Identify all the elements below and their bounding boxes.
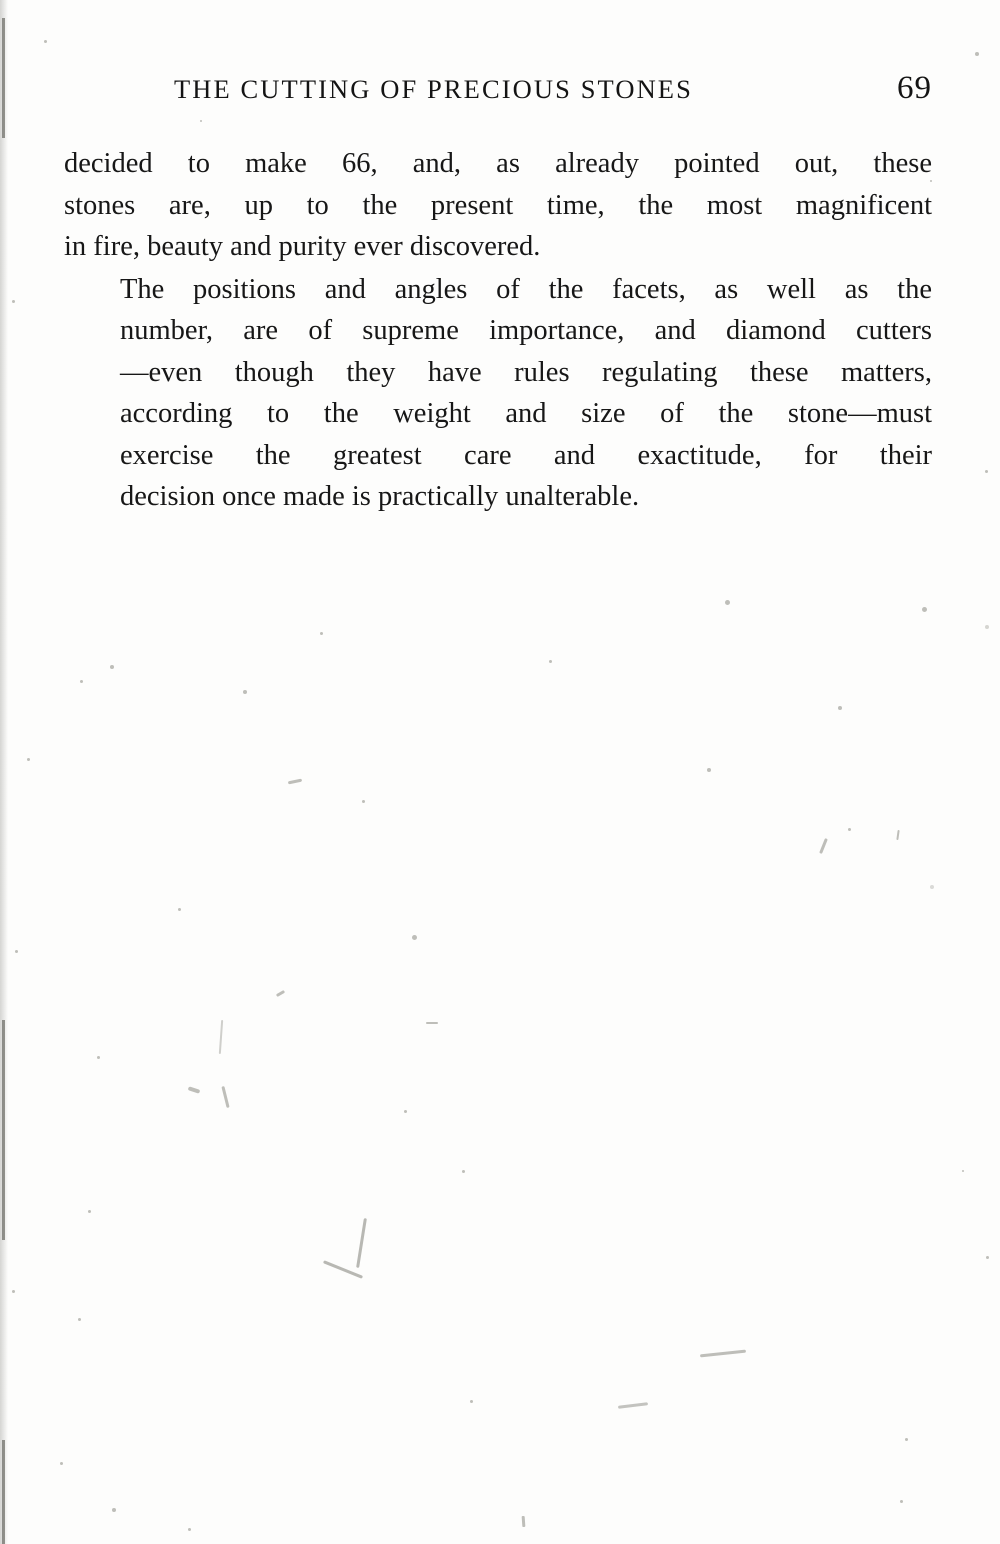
scan-speckle: [838, 706, 842, 710]
scan-speckle: [362, 800, 365, 803]
text-line: in fire, beauty and purity ever discovered.: [64, 231, 541, 262]
scan-speckle: [27, 758, 30, 761]
scan-speckle: [412, 935, 417, 940]
running-head: [66, 70, 940, 118]
scan-speckle: [975, 52, 979, 56]
page-edge-shadow: [0, 0, 8, 1544]
text-line: number, are of supreme importance, and diamond cutters: [120, 315, 932, 346]
scan-speckle: [188, 1528, 191, 1531]
scan-speckle: [112, 1508, 116, 1512]
scan-speckle: [930, 885, 934, 889]
scan-speckle: [426, 1022, 438, 1024]
scan-speckle: [243, 690, 247, 694]
scan-speckle: [900, 1500, 903, 1503]
body-text: [64, 143, 932, 518]
scan-speckle: [323, 1260, 363, 1279]
scan-speckle: [462, 1170, 465, 1173]
page-edge-mark-1: [2, 18, 5, 138]
scan-speckle: [276, 990, 285, 997]
scan-speckle: [60, 1462, 63, 1465]
page-edge-mark-3: [2, 1440, 5, 1544]
scan-speckle: [97, 1056, 100, 1059]
scan-speckle: [200, 120, 202, 122]
scan-speckle: [44, 40, 47, 43]
scan-speckle: [707, 768, 711, 772]
scan-speckle: [549, 660, 552, 663]
page-edge-mark-2: [2, 1020, 5, 1240]
text-line: exercise the greatest care and exactitude, for their: [120, 439, 932, 471]
scan-speckle: [221, 1086, 229, 1108]
scan-speckle: [78, 1318, 81, 1321]
text-line: decision once made is practically unalterable.: [120, 481, 640, 512]
text-line: The positions and angles of the facets, as well as the: [120, 273, 932, 305]
scan-speckle: [15, 950, 18, 953]
scan-speckle: [356, 1218, 367, 1268]
scan-speckle: [522, 1516, 526, 1527]
scan-speckle: [985, 625, 989, 629]
scan-speckle: [110, 665, 114, 669]
scan-speckle: [188, 1086, 201, 1094]
page-title: THE CUTTING OF PRECIOUS STONES: [174, 74, 693, 104]
text-line: stones are, up to the present time, the most magnificent: [64, 189, 932, 221]
scan-speckle: [819, 838, 828, 854]
scan-speckle: [178, 908, 181, 911]
scan-speckle: [88, 1210, 91, 1213]
scan-speckle: [962, 1170, 964, 1172]
scan-speckle: [896, 830, 899, 840]
paragraph-2: [64, 269, 932, 518]
page-number: 69: [897, 70, 932, 106]
text-line: according to the weight and size of the stone—must: [120, 398, 932, 429]
scan-speckle: [922, 607, 927, 612]
text-line: decided to make 66, and, as already pointed out, these: [64, 148, 932, 179]
scan-speckle: [700, 1350, 746, 1358]
scan-speckle: [725, 600, 730, 605]
paragraph-1: [64, 143, 932, 268]
scan-speckle: [848, 828, 851, 831]
scan-speckle: [404, 1110, 407, 1113]
scan-speckle: [985, 470, 988, 473]
scan-speckle: [12, 1290, 15, 1293]
scan-speckle: [905, 1438, 908, 1441]
scan-speckle: [470, 1400, 473, 1403]
scan-speckle: [320, 632, 323, 635]
text-line: —even though they have rules regulating these matters,: [120, 356, 932, 388]
scan-speckle: [618, 1402, 648, 1409]
scan-speckle: [986, 1256, 989, 1259]
scan-speckle: [12, 300, 15, 303]
scan-speckle: [219, 1020, 223, 1054]
scan-speckle: [80, 680, 83, 683]
scan-speckle: [288, 779, 302, 785]
